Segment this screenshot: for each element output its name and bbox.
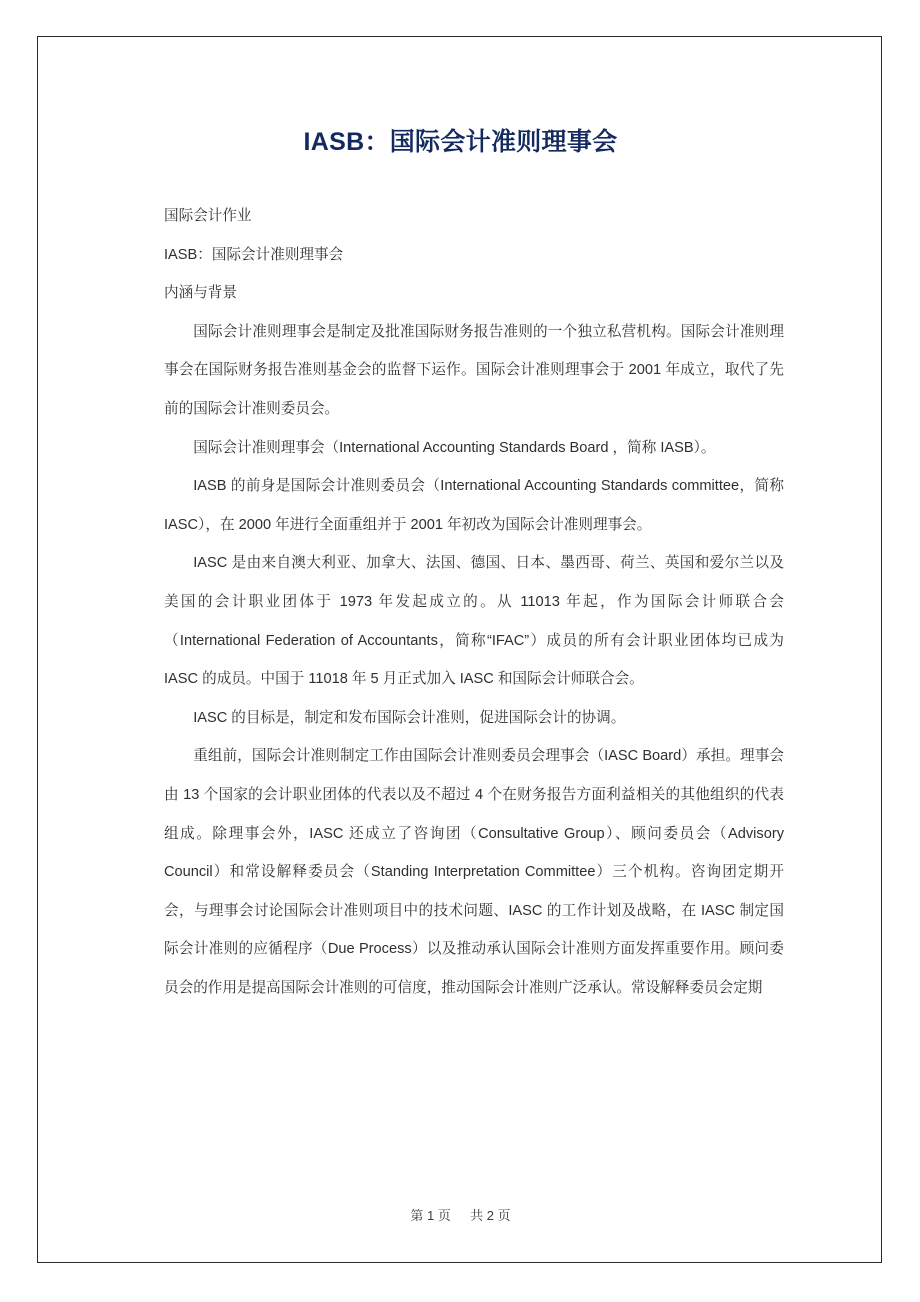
page-title: IASB：国际会计准则理事会 bbox=[303, 128, 618, 156]
footer-total-pages: 2 bbox=[486, 1208, 494, 1223]
document-body bbox=[164, 197, 784, 1007]
footer-total-unit: 页 bbox=[497, 1208, 511, 1223]
paragraph-definition: 国际会计准则理事会是制定及批准国际财务报告准则的一个独立私营机构。国际会计准则理事会在国际财务报告准则基金会的监督下运作。国际会计准则理事会于 2001 年成立，取代了先前的国际会计准则委员会。 bbox=[164, 323, 784, 417]
paragraph-heading-assignment: 国际会计作业 bbox=[164, 208, 252, 224]
footer-current-prefix: 第 bbox=[410, 1208, 424, 1223]
paragraph-objective: IASC 的目标是，制定和发布国际会计准则，促进国际会计的协调。 bbox=[193, 709, 626, 726]
footer-current-page: 1 bbox=[427, 1208, 435, 1223]
paragraph-heading-topic: IASB：国际会计准则理事会 bbox=[164, 246, 344, 263]
paragraph-heading-section: 内涵与背景 bbox=[164, 285, 237, 302]
footer-total-prefix: 共 bbox=[470, 1208, 484, 1223]
paragraph-founding-members: IASC 是由来自澳大利亚、加拿大、法国、德国、日本、墨西哥、荷兰、英国和爱尔兰以及美国的会计职业团体于 1973 年发起成立的。从 11013 年起，作为国际会计师联合会（International Federation of Accountants，简称“IFAC”）成员的所有会计职业团体均已成为 IASC 的成员。中国于 11018 年 5 月正式加入 IASC 和国际会计师联合会。 bbox=[164, 555, 784, 688]
page-footer bbox=[38, 1205, 883, 1224]
footer-page-unit: 页 bbox=[437, 1208, 451, 1223]
paragraph-predecessor: IASB 的前身是国际会计准则委员会（International Accounting Standards committee，简称 IASC），在 2000 年进行全面重组并于 2001 年初改为国际会计准则理事会。 bbox=[164, 478, 784, 533]
document-page bbox=[37, 36, 882, 1263]
paragraph-structure: 重组前，国际会计准则制定工作由国际会计准则委员会理事会（IASC Board）承担。理事会由 13 个国家的会计职业团体的代表以及不超过 4 个在财务报告方面利益相关的其他组织的代表组成。除理事会外，IASC 还成立了咨询团（Consultative Group）、顾问委员会（Advisory Council）和常设解释委员会（Standing Interpretation Committee）三个机构。咨询团定期开会，与理事会讨论国际会计准则项目中的技术问题、IASC 的工作计划及战略，在 IASC 制定国际会计准则的应循程序（Due Process）以及推动承认国际会计准则方面发挥重要作用。顾问委员会的作用是提高国际会计准则的可信度，推动国际会计准则广泛承认。常设解释委员会定期 bbox=[164, 748, 784, 996]
paragraph-english-name: 国际会计准则理事会（International Accounting Standards Board ，简称 IASB）。 bbox=[193, 439, 716, 456]
